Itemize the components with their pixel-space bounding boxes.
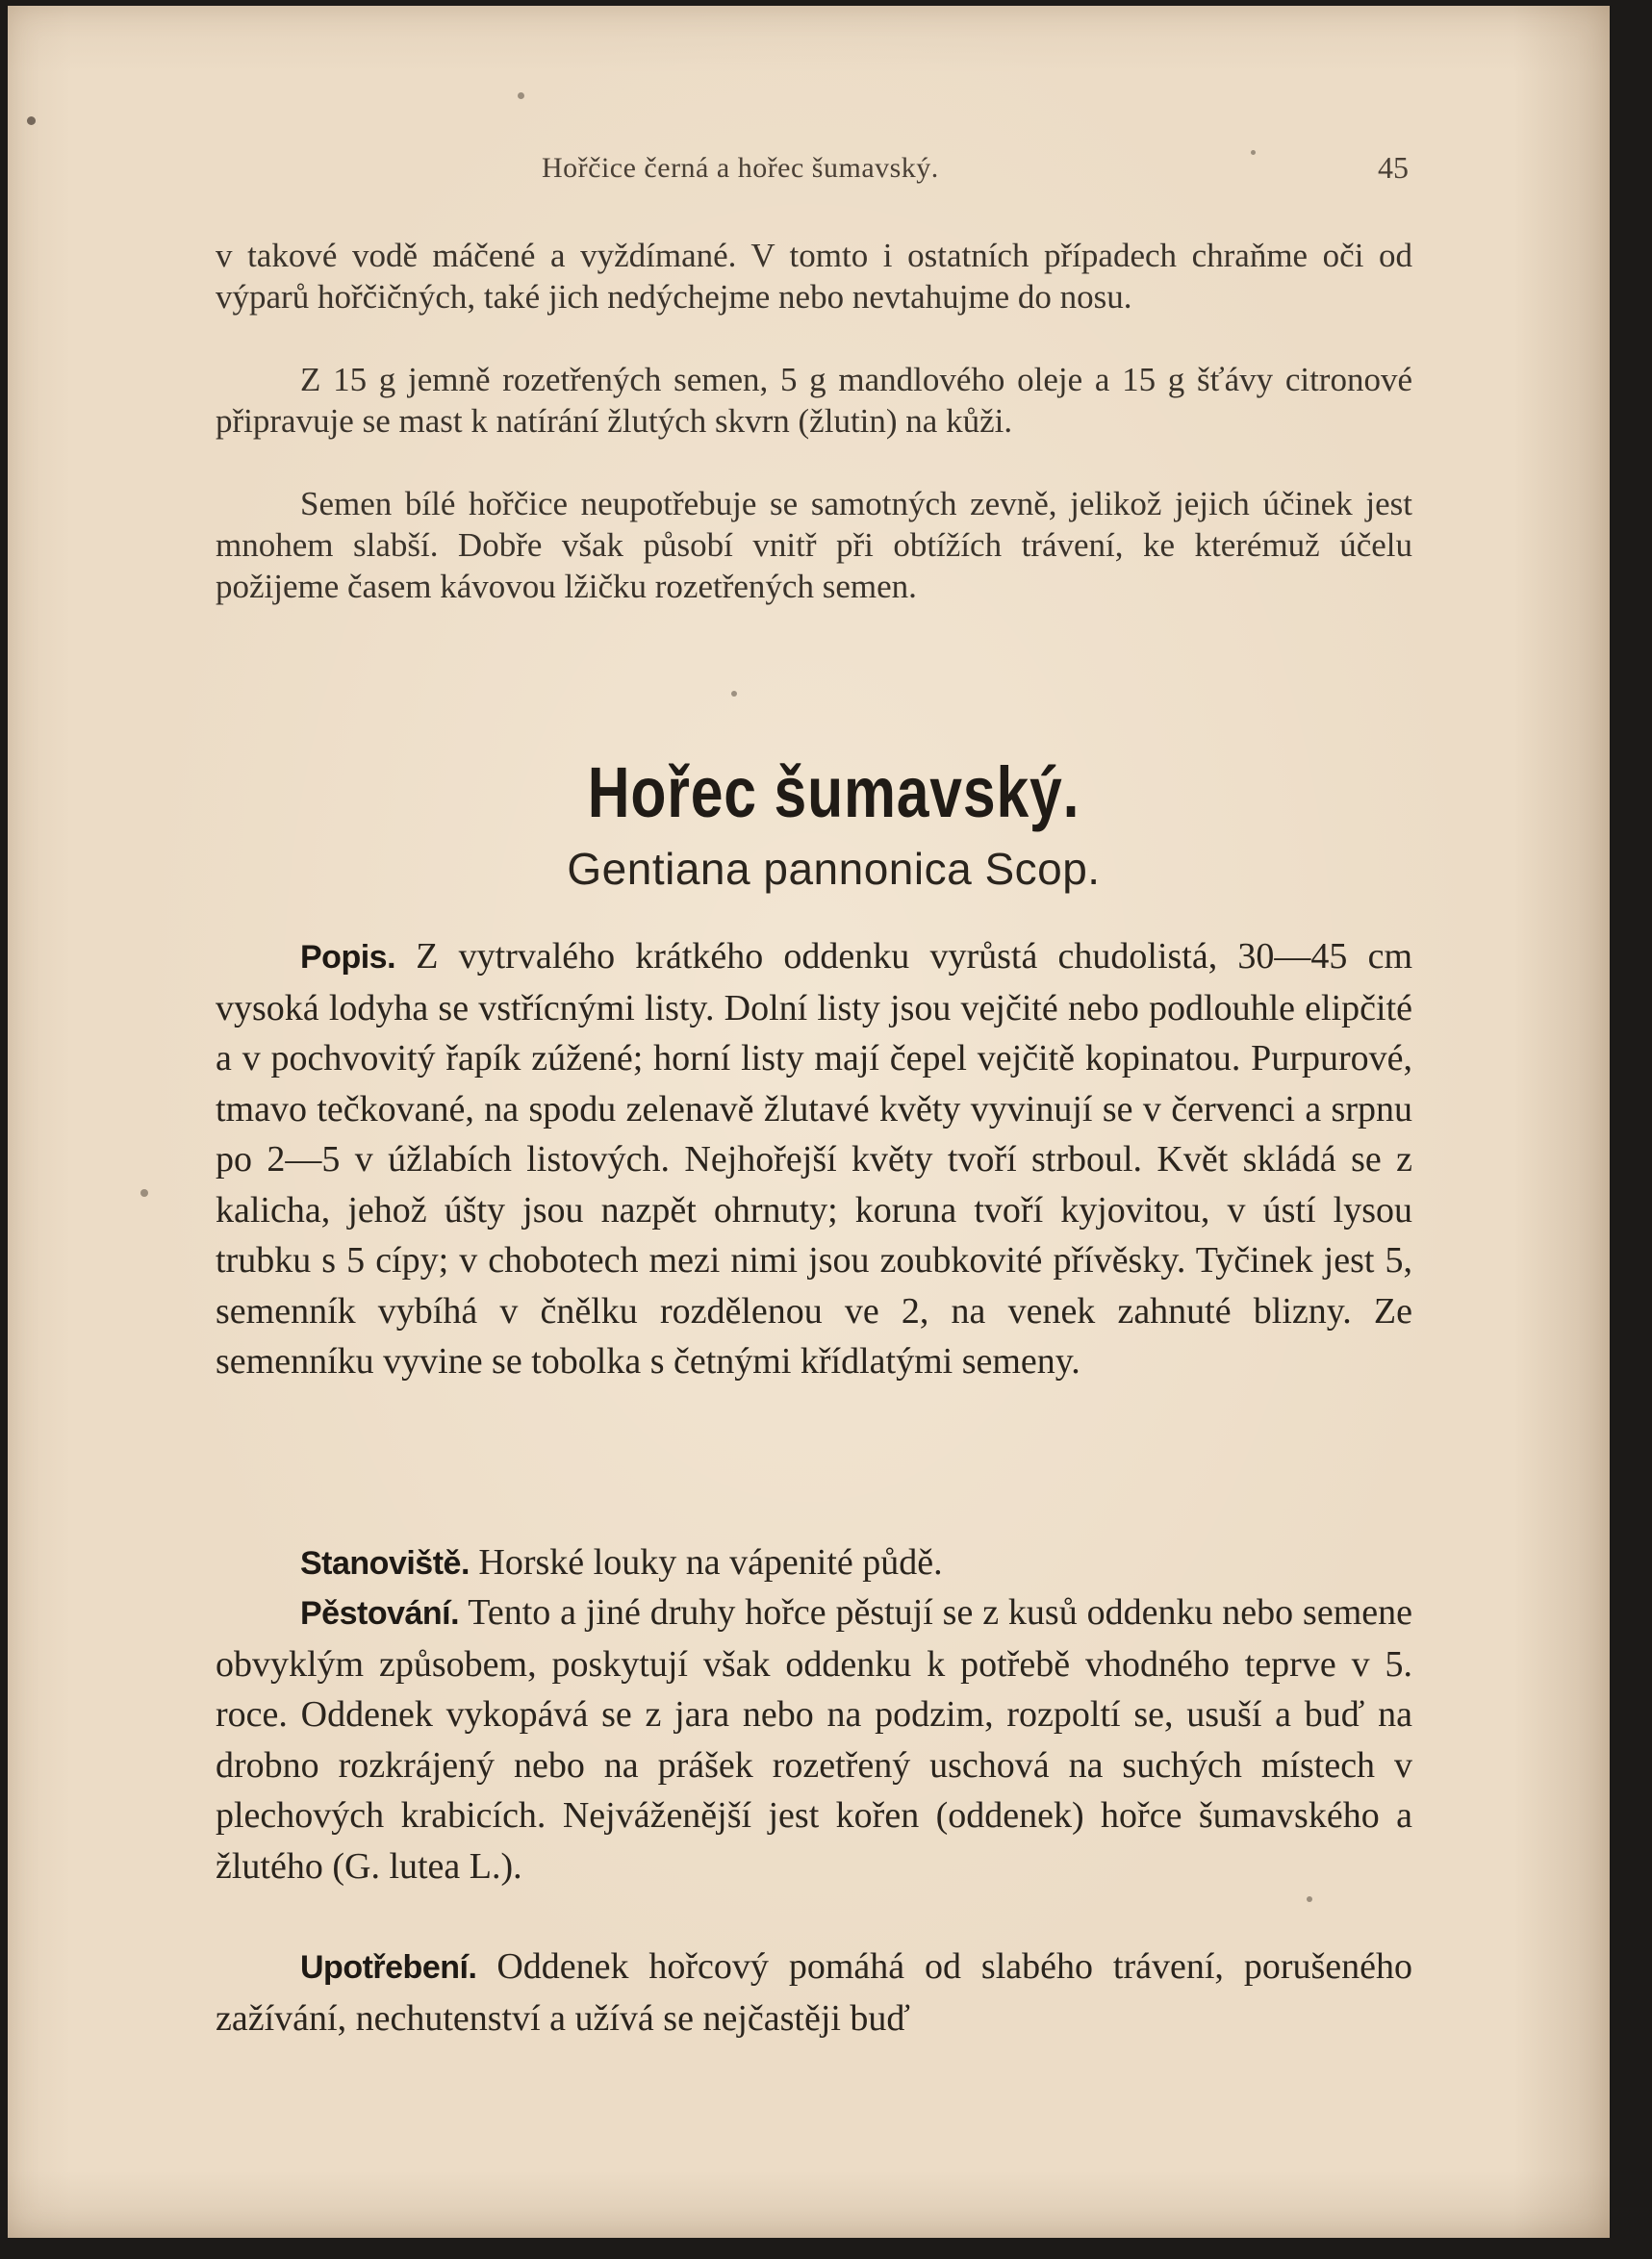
habitat-text: Horské louky na vápenité půdě. bbox=[478, 1542, 943, 1583]
paper-speck bbox=[140, 1189, 148, 1197]
lead-habitat: Stanoviště. bbox=[300, 1545, 470, 1582]
paper-speck bbox=[1251, 150, 1256, 155]
running-head: Hořčice černá a hořec šumavský. bbox=[542, 152, 939, 184]
paragraph-description bbox=[216, 931, 1412, 1387]
page-number: 45 bbox=[1378, 150, 1409, 185]
paper-speck bbox=[731, 691, 737, 697]
paragraph-white-mustard: Semen bílé hořčice neupotřebuje se samotných zevně, jelikož jejich účinek jest mnohem slabší. Dobře však působí vnitř při obtížích trávení, ke kterémuž účelu požijeme časem kávovou lžičku rozetřených semen. bbox=[216, 485, 1412, 605]
paper-speck bbox=[518, 92, 524, 99]
paragraph-habitat bbox=[216, 1537, 1412, 1589]
paragraph-continuation: v takové vodě máčené a vyždímané. V tomto i ostatních případech chraňme oči od výparů hořčičných, také jich nedýchejme nebo nevtahujme do nosu. bbox=[216, 237, 1412, 316]
paragraph-usage bbox=[216, 1942, 1412, 2043]
paragraph-ointment: Z 15 g jemně rozetřených semen, 5 g mandlového oleje a 15 g šťávy citronové připravuje se mast k natírání žlutých skvrn (žlutin) na kůži. bbox=[216, 361, 1412, 440]
paper-speck bbox=[1307, 1896, 1312, 1902]
usage-text: Oddenek hořcový pomáhá od slabého trávení, porušeného zažívání, nechutenství a užívá se nejčastěji buď bbox=[216, 1946, 1412, 2039]
paper-speck bbox=[27, 116, 36, 125]
lead-usage: Upotřebení. bbox=[300, 1949, 477, 1986]
book-page bbox=[8, 6, 1610, 2238]
lead-cultivation: Pěstování. bbox=[300, 1595, 460, 1632]
section-title: Hořec šumavský. bbox=[587, 752, 1080, 832]
paragraph-cultivation bbox=[216, 1587, 1412, 1891]
description-text: Z vytrvalého krátkého oddenku vyrůstá chudolistá, 30—45 cm vysoká lodyha se vstřícnými listy. Dolní listy jsou vejčité nebo podlouhle elipčité a v pochvovitý řapík zúžené; horní listy mají čepel vejčitě kopinatou. Purpurové, tmavo tečkované, na spodu zelenavě žlutavé květy vyvinují se v červenci a srpnu po 2—5 v úžlabích listových. Nejhořejší květy tvoří strboul. Květ skládá se z kalicha, jehož úšty jsou nazpět ohrnuty; koruna tvoří kyjovitou, v ústí lysou trubku s 5 cípy; v chobotech mezi nimi jsou zoubkovité přívěsky. Tyčinek jest 5, semenník vybíhá v čnělku rozdělenou ve 2, na venek zahnuté blizny. Ze semenníku vyvine se tobolka s četnými křídlatými semeny. bbox=[216, 936, 1412, 1382]
cultivation-text: Tento a jiné druhy hořce pěstují se z kusů oddenku nebo semene obvyklým způsobem, poskytují však oddenku k potřebě vhodného teprve v 5. roce. Oddenek vykopává se z jara nebo na podzim, rozpoltí se, usuší a buď na drobno rozkrájený nebo na prášek rozetřený uschová na suchých místech v plechových krabicích. Nejváženější jest kořen (oddenek) hořce šumavského a žlutého (G. lutea L.). bbox=[216, 1592, 1412, 1887]
latin-name: Gentiana pannonica Scop. bbox=[567, 844, 1101, 894]
lead-description: Popis. bbox=[300, 939, 396, 976]
